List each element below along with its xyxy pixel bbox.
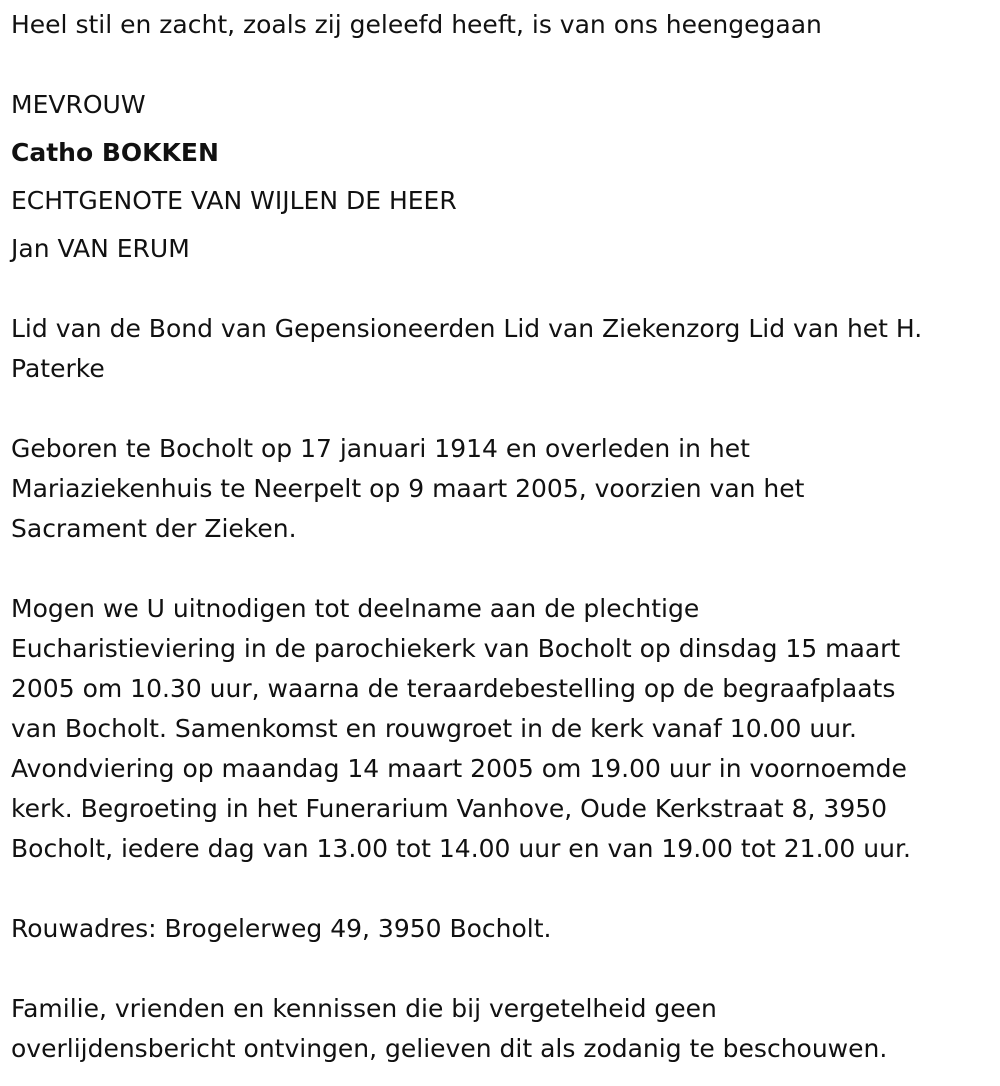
spacer (11, 869, 980, 909)
closing-line: Familie, vrienden en kennissen die bij vergetelheid geen (11, 994, 717, 1023)
memberships-line: Lid van de Bond van Gepensioneerden Lid van Ziekenzorg Lid van het H. (11, 314, 923, 343)
spacer (11, 389, 980, 429)
ceremony-line: Bocholt, iedere dag van 13.00 tot 14.00 uur en van 19.00 tot 21.00 uur. (11, 834, 911, 863)
spouse-name: Jan VAN ERUM (11, 234, 190, 263)
closing-line: overlijdensbericht ontvingen, gelieven dit als zodanig te beschouwen. (11, 1034, 888, 1063)
relation-text: ECHTGENOTE VAN WIJLEN DE HEER (11, 186, 457, 215)
memberships-paragraph (11, 309, 980, 389)
spacer (11, 45, 980, 85)
deceased-name: Catho BOKKEN (11, 138, 219, 167)
heading-text: Heel stil en zacht, zoals zij geleefd heeft, is van ons heengegaan (11, 10, 822, 39)
ceremony-line: Eucharistieviering in de parochiekerk van Bocholt op dinsdag 15 maart (11, 634, 901, 663)
ceremony-paragraph (11, 589, 980, 869)
ceremony-line: kerk. Begroeting in het Funerarium Vanhove, Oude Kerkstraat 8, 3950 (11, 794, 888, 823)
birth-death-line: Mariaziekenhuis te Neerpelt op 9 maart 2005, voorzien van het (11, 474, 805, 503)
birth-death-paragraph (11, 429, 980, 549)
spacer (11, 949, 980, 989)
birth-death-line: Geboren te Bocholt op 17 januari 1914 en overleden in het (11, 434, 750, 463)
memberships-line: Paterke (11, 354, 105, 383)
title-prefix: MEVROUW (11, 90, 146, 119)
birth-death-line: Sacrament der Zieken. (11, 514, 297, 543)
closing-paragraph (11, 989, 980, 1069)
ceremony-line: Mogen we U uitnodigen tot deelname aan de plechtige (11, 594, 700, 623)
ceremony-line: van Bocholt. Samenkomst en rouwgroet in de kerk vanaf 10.00 uur. (11, 714, 857, 743)
address-text: Rouwadres: Brogelerweg 49, 3950 Bocholt. (11, 914, 552, 943)
spacer (11, 549, 980, 589)
ceremony-line: 2005 om 10.30 uur, waarna de teraardebestelling op de begraafplaats (11, 674, 896, 703)
ceremony-line: Avondviering op maandag 14 maart 2005 om 19.00 uur in voornoemde (11, 754, 907, 783)
spacer (11, 277, 980, 309)
